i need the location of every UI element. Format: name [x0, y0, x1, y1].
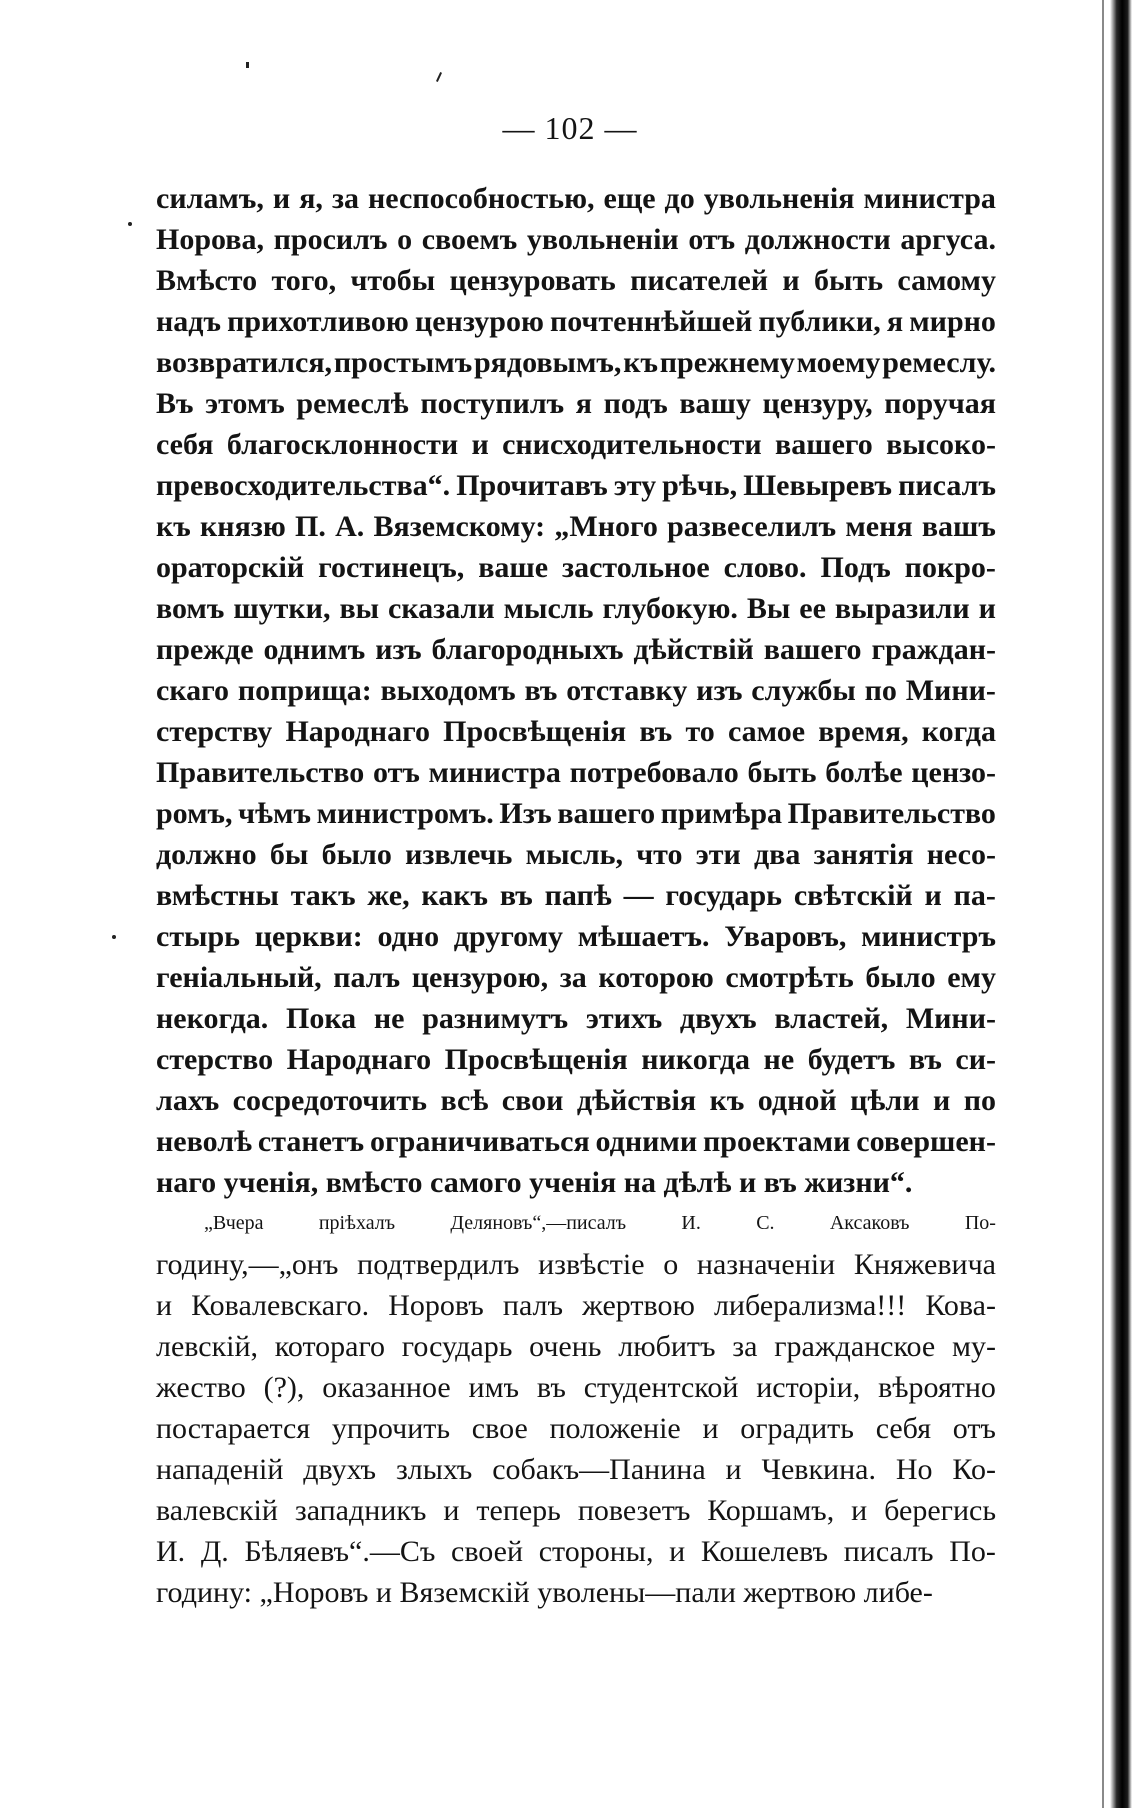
text-line: наго ученія, вмѣсто самого ученія на дѣлѣ и въ жизни“.	[156, 1166, 913, 1199]
text-line: И. Д. Бѣляевъ“.—Съ своей стороны, и Кошелевъ писалъ По-	[156, 1535, 996, 1568]
text-line: ромъ, чѣмъ министромъ. Изъ вашего примѣра Правительство	[156, 797, 996, 830]
text-line: Въ этомъ ремеслѣ поступилъ я подъ вашу цензуру, поручая	[156, 387, 996, 420]
text-line: стерству Народнаго Просвѣщенія въ то самое время, когда	[156, 715, 996, 748]
page-number-header: — 102 —	[502, 110, 638, 146]
text-line: некогда. Пока не разнимутъ этихъ двухъ властей, Мини-	[156, 1002, 996, 1035]
text-line: вмѣстны такъ же, какъ въ папѣ — государь свѣтскій и па-	[156, 879, 996, 912]
text-line: нападеній двухъ злыхъ собакъ—Панина и Чевкина. Но Ко-	[156, 1453, 996, 1486]
text-line: жество (?), оказанное имъ въ студентской исторіи, вѣроятно	[156, 1371, 996, 1404]
text-line: прежде однимъ изъ благородныхъ дѣйствій вашего граждан-	[156, 633, 996, 666]
text-line: превосходительства“. Прочитавъ эту рѣчь, Шевыревъ писалъ	[156, 469, 996, 502]
text-line: стырь церкви: одно другому мѣшаетъ. Уваровъ, министръ	[156, 920, 996, 953]
text-line: постарается упрочить свое положеніе и оградить себя отъ	[156, 1412, 996, 1445]
text-line: лахъ сосредоточить всѣ свои дѣйствія къ одной цѣли и по	[156, 1084, 996, 1117]
ink-speck	[246, 62, 249, 68]
text-line: стерство Народнаго Просвѣщенія никогда не будетъ въ си-	[156, 1043, 996, 1076]
text-line: Вмѣсто того, чтобы цензуровать писателей и быть самому	[156, 264, 996, 297]
text-line: левскій, котораго государь очень любитъ за гражданское му-	[156, 1330, 996, 1363]
ink-speck	[112, 935, 116, 939]
text-line: „Вчера пріѣхалъ Деляновъ“,—писалъ И. С. Аксаковъ По-	[204, 1212, 996, 1234]
text-line: скаго поприща: выходомъ въ отставку изъ службы по Мини-	[156, 674, 996, 707]
ink-speck	[436, 72, 442, 82]
text-line: Норова, просилъ о своемъ увольненіи отъ должности аргуса.	[156, 223, 996, 256]
text-line: геніальный, палъ цензурою, за которою смотрѣть было ему	[156, 961, 996, 994]
text-line: къ князю П. А. Вяземскому: „Много развеселилъ меня вашъ	[156, 510, 996, 543]
text-line: и Ковалевскаго. Норовъ палъ жертвою либерализма!!! Кова-	[156, 1289, 996, 1322]
binding-shadow	[1110, 0, 1132, 1808]
body-text	[156, 178, 996, 1613]
text-line: надъ прихотливою цензурою почтеннѣйшей публики, я мирно	[156, 305, 996, 338]
text-line: силамъ, и я, за неспособностью, еще до увольненія министра	[156, 182, 996, 215]
text-line: Правительство отъ министра потребовало быть болѣе цензо-	[156, 756, 996, 789]
ink-speck	[128, 222, 132, 226]
text-line: неволѣ станетъ ограничиваться одними проектами совершен-	[156, 1125, 996, 1158]
text-line: годину: „Норовъ и Вяземскій уволены—пали жертвою либе-	[156, 1576, 933, 1609]
binding-line	[1102, 0, 1104, 1808]
text-line: возвратился, простымъ рядовымъ, къ прежнему моему ремеслу.	[156, 346, 996, 379]
text-line: валевскій западникъ и теперь повезетъ Коршамъ, и берегись	[156, 1494, 996, 1527]
text-line: годину,—„онъ подтвердилъ извѣстіе о назначеніи Княжевича	[156, 1248, 996, 1281]
text-line: себя благосклонности и снисходительности вашего высоко-	[156, 428, 996, 461]
text-line: вомъ шутки, вы сказали мысль глубокую. Вы ее выразили и	[156, 592, 996, 625]
text-line: ораторскій гостинецъ, ваше застольное слово. Подъ покро-	[156, 551, 996, 584]
text-line: должно бы было извлечь мысль, что эти два занятія несо-	[156, 838, 996, 871]
